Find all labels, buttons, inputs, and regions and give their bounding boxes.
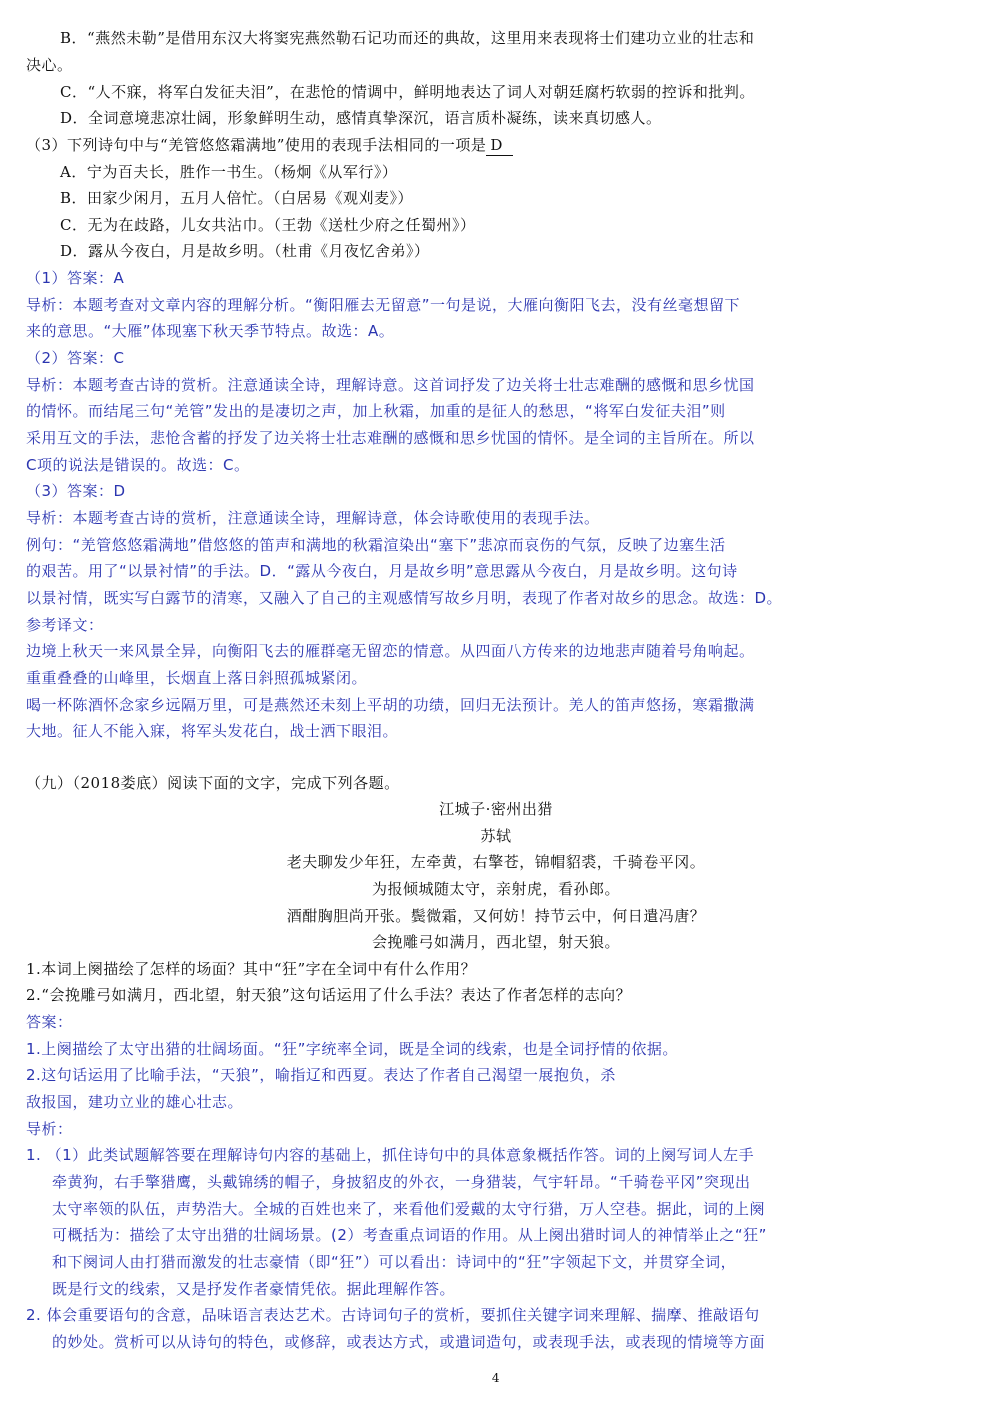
- section-9-intro: （九）（2018娄底）阅读下面的文字，完成下列各题。: [26, 774, 400, 792]
- reference-translation-line-3: 喝一杯陈酒怀念家乡远隔万里，可是燕然还未刻上平胡的功绩，回归无法预计。羌人的笛声悠扬，寒霜撒满: [26, 696, 755, 714]
- question-3-option-b: B．田家少闲月，五月人倍忙。（白居易《观刈麦》）: [60, 189, 414, 207]
- poem-line-2: 为报倾城随太守，亲射虎，看孙郎。: [371, 880, 620, 898]
- poem-line-3: 酒酣胸胆尚开张。鬓微霜，又何妨！持节云中，何日遣冯唐？: [286, 907, 706, 925]
- option-b-line-1: B．“燕然未勒”是借用东汉大将窦宪燕然勒石记功而还的典故，这里用来表现将士们建功立业的壮志和: [60, 29, 755, 47]
- option-d: D．全词意境悲凉壮阔，形象鲜明生动，感情真挚深沉，语言质朴凝练，读来真切感人。: [60, 109, 662, 127]
- question-3-option-d: D．露从今夜白，月是故乡明。（杜甫《月夜忆舍弟》）: [60, 242, 430, 260]
- option-b-line-2: 决心。: [26, 56, 73, 74]
- answer-1: 1.上阕描绘了太守出猎的壮阔场面。“狂”字统率全词，既是全词的线索，也是全词抒情的依据。: [26, 1040, 678, 1058]
- page-number: 4: [491, 1371, 501, 1385]
- analysis-1-line-2: 牵黄狗，右手擎猎鹰，头戴锦绣的帽子，身披貂皮的外衣，一身猎装，气宇轩昂。“千骑卷平冈”突现出: [52, 1173, 751, 1191]
- poem-author: 苏轼: [480, 827, 512, 845]
- answer-3-analysis-line-1: 导析：本题考查古诗的赏析，注意通读全诗，理解诗意，体会诗歌使用的表现手法。: [26, 509, 600, 527]
- question-2: 2.“会挽雕弓如满月，西北望，射天狼”这句话运用了什么手法？表达了作者怎样的志向？: [26, 986, 632, 1004]
- reference-translation-title: 参考译文：: [26, 616, 104, 634]
- analysis-1-line-4: 可概括为：描绘了太守出猎的壮阔场景。(2）考查重点词语的作用。从上阕出猎时词人的神情举止之“狂”: [52, 1226, 767, 1244]
- question-3-answer-blank: D: [486, 135, 513, 156]
- answer-3-analysis-line-3: 的艰苦。用了“以景衬情”的手法。D．“露从今夜白，月是故乡明”意思露从今夜白，月是故乡明。这句诗: [26, 562, 738, 580]
- answer-2-label: （2）答案：C: [26, 349, 125, 367]
- reference-translation-line-2: 重重叠叠的山峰里，长烟直上落日斜照孤城紧闭。: [26, 669, 368, 687]
- question-3-stem-text: （3）下列诗句中与“羌管悠悠霜满地”使用的表现手法相同的一项是: [26, 136, 487, 154]
- question-3-stem: [26, 135, 513, 156]
- question-3-option-c: C．无为在歧路，儿女共沾巾。（王勃《送杜少府之任蜀州》）: [60, 216, 476, 234]
- analysis-1-line-1: 1. （1）此类试题解答要在理解诗句内容的基础上，抓住诗句中的具体意象概括作答。词的上阕写词人左手: [26, 1146, 755, 1164]
- analysis-label: 导析：: [26, 1120, 73, 1138]
- answer-2-analysis-line-2: 的情怀。而结尾三句“羌管”发出的是凄切之声，加上秋霜，加重的是征人的愁思，“将军白发征夫泪”则: [26, 402, 726, 420]
- answer-3-analysis-line-2: 例句：“羌管悠悠霜满地”借悠悠的笛声和满地的秋霜渲染出“塞下”悲凉而哀伤的气氛，反映了边塞生活: [26, 536, 726, 554]
- answer-1-label: （1）答案：A: [26, 269, 125, 287]
- answer-2-analysis-line-1: 导析：本题考查古诗的赏析。注意通读全诗，理解诗意。这首词抒发了边关将士壮志难酬的感慨和思乡忧国: [26, 376, 755, 394]
- poem-line-1: 老夫聊发少年狂，左牵黄，右擎苍，锦帽貂裘，千骑卷平冈。: [286, 853, 706, 871]
- reference-translation-line-1: 边境上秋天一来风景全异，向衡阳飞去的雁群毫无留恋的情意。从四面八方传来的边地悲声随着号角响起。: [26, 642, 755, 660]
- answer-3-label: （3）答案：D: [26, 482, 126, 500]
- analysis-2-line-1: 2. 体会重要语句的含意，品味语言表达艺术。古诗词句子的赏析，要抓住关键字词来理解、揣摩、推敲语句: [26, 1306, 760, 1324]
- answer-3-analysis-line-4: 以景衬情，既实写白露节的清寒，又融入了自己的主观感情写故乡月明，表现了作者对故乡的思念。故选：D。: [26, 589, 783, 607]
- question-1: 1.本词上阕描绘了怎样的场面？其中“狂”字在全词中有什么作用？: [26, 960, 477, 978]
- option-c: C．“人不寐，将军白发征夫泪”，在悲怆的情调中，鲜明地表达了词人对朝廷腐朽软弱的控诉和批判。: [60, 83, 755, 101]
- answer-2-line-2: 敌报国，建功立业的雄心壮志。: [26, 1093, 244, 1111]
- poem-line-4: 会挽雕弓如满月，西北望，射天狼。: [371, 933, 620, 951]
- answer-1-analysis-line-2: 来的意思。“大雁”体现塞下秋天季节特点。故选：A。: [26, 322, 395, 340]
- poem-title: 江城子·密州出猎: [439, 800, 553, 818]
- answer-2-analysis-line-3: 采用互文的手法，悲怆含蓄的抒发了边关将士壮志难酬的感慨和思乡忧国的情怀。是全词的主旨所在。所以: [26, 429, 755, 447]
- analysis-1-line-3: 太守率领的队伍，声势浩大。全城的百姓也来了，来看他们爱戴的太守行猎，万人空巷。据此，词的上阕: [52, 1200, 766, 1218]
- analysis-1-line-5: 和下阕词人由打猎而激发的壮志豪情（即“狂”）可以看出：诗词中的“狂”字领起下文，并贯穿全词，: [52, 1253, 737, 1271]
- answer-label: 答案：: [26, 1013, 73, 1031]
- reference-translation-line-4: 大地。征人不能入寐，将军头发花白，战士洒下眼泪。: [26, 722, 399, 740]
- answer-2-analysis-line-4: C项的说法是错误的。故选：C。: [26, 456, 250, 474]
- answer-1-analysis-line-1: 导析：本题考查对文章内容的理解分析。“衡阳雁去无留意”一句是说，大雁向衡阳飞去，没有丝毫想留下: [26, 296, 741, 314]
- answer-2-line-1: 2.这句话运用了比喻手法，“天狼”，喻指辽和西夏。表达了作者自己渴望一展抱负，杀: [26, 1066, 616, 1084]
- analysis-2-line-2: 的妙处。赏析可以从诗句的特色，或修辞，或表达方式，或遣词造句，或表现手法，或表现的情境等方面: [52, 1333, 766, 1351]
- analysis-1-line-6: 既是行文的线索，又是抒发作者豪情凭依。据此理解作答。: [52, 1280, 456, 1298]
- question-3-option-a: A．宁为百夫长，胜作一书生。（杨炯《从军行》）: [60, 163, 398, 181]
